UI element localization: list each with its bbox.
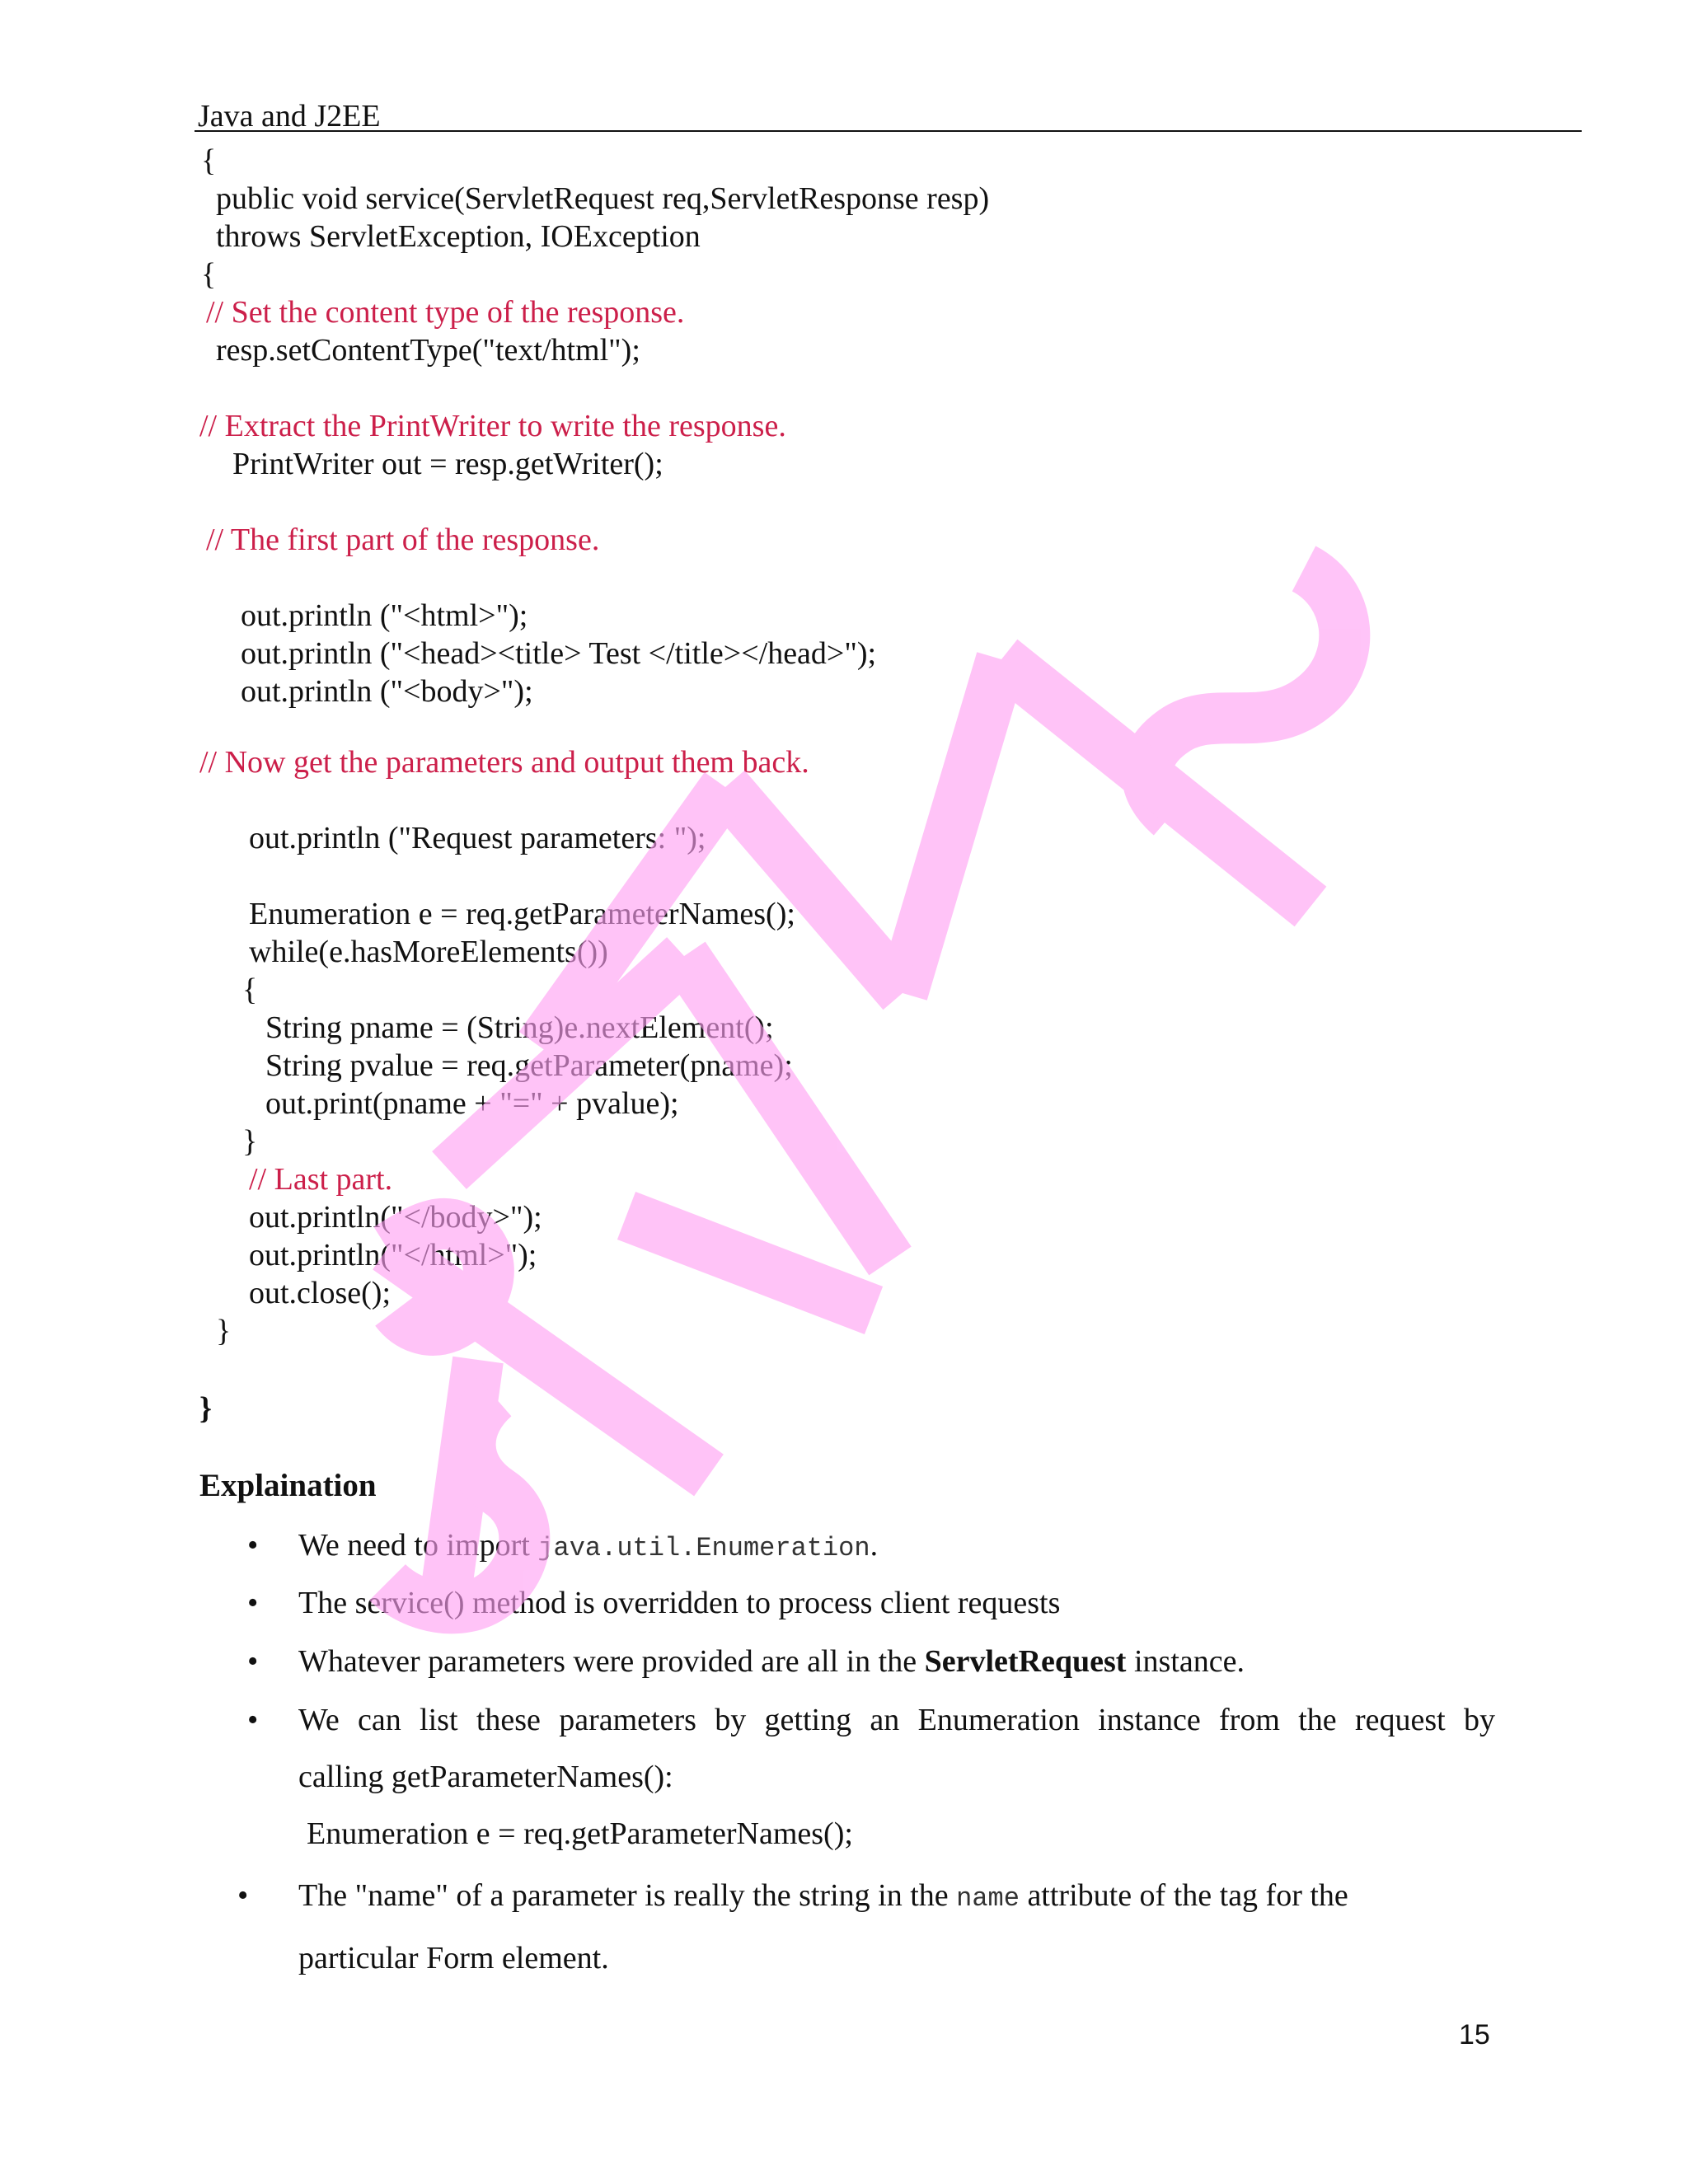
code-line: throws ServletException, IOException: [216, 219, 701, 254]
bullet-text: instance.: [1126, 1644, 1245, 1679]
running-header: Java and J2EE: [198, 99, 381, 134]
bullet-text: attribute of the tag for the: [1019, 1878, 1348, 1913]
code-line: public void service(ServletRequest req,ServletResponse resp): [216, 181, 990, 216]
explanation-heading: Explaination: [199, 1468, 377, 1503]
bullet-item-service: The service() method is overridden to process client requests: [298, 1586, 1061, 1620]
bullet-item-parameters: [298, 1643, 1245, 1680]
bullet-text: The "name" of a parameter is really the string in the: [298, 1878, 957, 1913]
code-comment: // Extract the PrintWriter to write the response.: [199, 409, 786, 443]
bullet-item-import: [298, 1526, 878, 1568]
bullet-text: We need to import: [298, 1528, 538, 1563]
code-line: out.close();: [249, 1276, 392, 1310]
code-line: out.println ("<head><title> Test </title></head>");: [241, 636, 877, 671]
bullet-icon: •: [247, 1644, 259, 1679]
code-line: resp.setContentType("text/html");: [216, 333, 640, 368]
inline-code: java.util.Enumeration: [537, 1533, 870, 1563]
bullet-item-name-attribute-line2: particular Form element.: [298, 1941, 609, 1975]
code-line: while(e.hasMoreElements()): [249, 935, 608, 969]
code-line: {: [201, 257, 217, 292]
code-line: out.println ("Request parameters: ");: [249, 821, 706, 855]
bullet-icon: •: [247, 1586, 259, 1620]
code-line: out.println ("<html>");: [241, 598, 528, 633]
inline-code: name: [956, 1883, 1020, 1914]
code-line: PrintWriter out = resp.getWriter();: [232, 447, 663, 481]
code-line: out.println("</html>");: [249, 1238, 537, 1272]
bullet-text: .: [870, 1528, 879, 1563]
code-line: }: [242, 1124, 258, 1159]
bullet-item-enumeration-line1: We can list these parameters by getting an Enumeration instance from the request by: [298, 1703, 1495, 1737]
page-number: 15: [1459, 2019, 1490, 2050]
bullet-icon: •: [247, 1703, 259, 1737]
code-line: String pname = (String)e.nextElement();: [265, 1010, 774, 1045]
bullet-icon: •: [247, 1528, 259, 1563]
code-line: Enumeration e = req.getParameterNames();: [249, 897, 795, 931]
code-comment: // The first part of the response.: [206, 523, 600, 557]
code-comment: // Now get the parameters and output them back.: [199, 745, 809, 780]
code-line: out.print(pname + "=" + pvalue);: [265, 1086, 679, 1121]
code-comment: // Last part.: [249, 1162, 393, 1197]
code-line: String pvalue = req.getParameter(pname);: [265, 1048, 793, 1083]
bullet-code-example: Enumeration e = req.getParameterNames();: [307, 1816, 853, 1851]
header-rule: [195, 130, 1582, 132]
code-line: }: [199, 1391, 212, 1426]
bullet-item-name-attribute: [298, 1877, 1348, 1918]
bullet-text: Whatever parameters were provided are all in the: [298, 1644, 925, 1679]
code-line: }: [216, 1314, 232, 1348]
code-line: {: [242, 972, 258, 1007]
bold-term: ServletRequest: [924, 1644, 1127, 1679]
code-comment: // Set the content type of the response.: [206, 295, 685, 330]
code-line: out.println("</body>");: [249, 1200, 542, 1235]
code-line: out.println ("<body>");: [241, 674, 533, 709]
bullet-item-enumeration-line2: calling getParameterNames():: [298, 1760, 673, 1794]
bullet-icon: •: [237, 1878, 249, 1913]
code-line: {: [201, 143, 217, 178]
